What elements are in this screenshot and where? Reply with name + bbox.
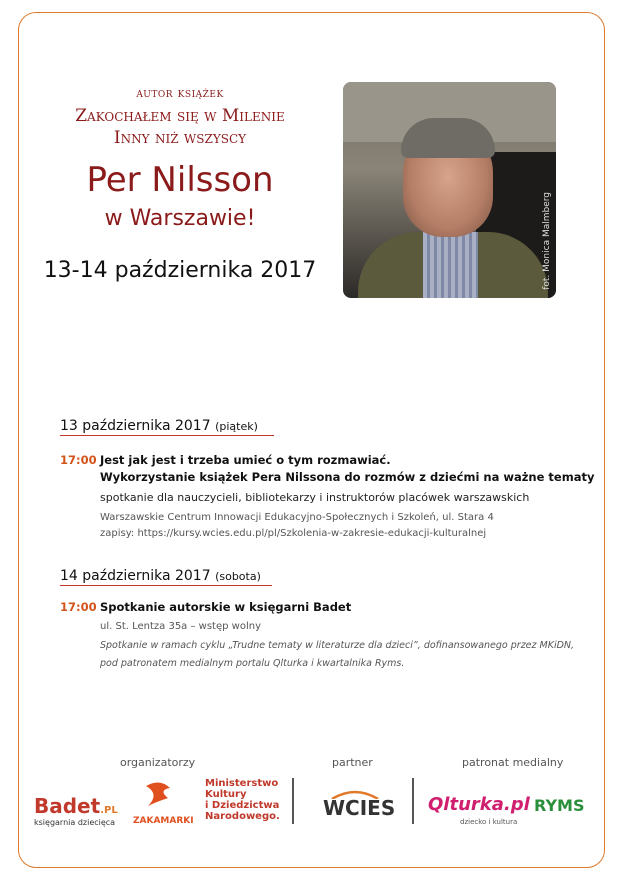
ministry-logo[interactable] [205,778,280,822]
day1-title-2: Wykorzystanie książek Pera Nilssona do rozmów z dziećmi na ważne tematy [100,470,595,484]
photo-credit: fot. Monica Malmberg [542,192,552,290]
day1-title-1: Jest jak jest i trzeba umieć o tym rozmawiać. [100,453,391,467]
day1-venue: Warszawskie Centrum Innowacji Edukacyjno-Społecznych i Szkoleń, ul. Stara 4 [100,512,494,523]
city-line: w Warszawie! [104,206,256,231]
book-title-1: Zakochałem się w Milenie [75,106,285,126]
day1-time: 17:00 [60,453,97,467]
event-dates: 13-14 października 2017 [43,258,317,283]
day2-date: 14 października 2017 [60,568,211,584]
day2-time: 17:00 [60,600,97,614]
author-photo [343,82,556,298]
ministry-line-3: i Dziedzictwa [205,800,280,811]
day2-note-1: Spotkanie w ramach cyklu „Trudne tematy w literaturze dla dzieci”, dofinansowanego przez MKiDN, [100,640,575,651]
ryms-logo[interactable]: RYMS [534,796,585,815]
badet-logo[interactable] [34,794,118,818]
qlturka-logo[interactable]: Qlturka.pl [428,794,530,815]
ministry-line-2: Kultury [205,789,247,800]
ministry-line-4: Narodowego. [205,811,280,822]
day1-audience: spotkanie dla nauczycieli, bibliotekarzy i instruktorów placówek warszawskich [100,491,530,504]
media-patron-label: patronat medialny [462,756,564,769]
day1-date: 13 października 2017 [60,418,211,434]
badet-logo-pl: .PL [100,805,118,816]
organizers-label: organizatorzy [120,756,196,769]
day1-heading [60,418,274,436]
qlturka-logo-subtitle: dziecko i kultura [460,818,518,826]
day2-note-2: pod patronatem medialnym portalu Qlturka i kwartalnika Ryms. [100,658,405,669]
ministry-line-1: Ministerstwo [205,778,279,789]
zakamarki-logo[interactable]: ZAKAMARKI [133,816,194,826]
book-title-2: Inny niż wszyscy [113,128,247,148]
day2-heading [60,568,272,586]
day1-weekday: (piątek) [215,420,258,433]
wcies-logo[interactable]: WCIES [323,796,396,820]
badet-logo-subtitle: księgarnia dziecięca [34,818,116,827]
day2-title: Spotkanie autorskie w księgarni Badet [100,600,352,614]
badet-logo-text: Badet [34,794,101,818]
author-name: Per Nilsson [86,160,274,200]
partner-label: partner [332,756,373,769]
day2-address: ul. St. Lentza 35a – wstęp wolny [100,621,261,632]
footer-divider-2 [412,778,414,824]
wcies-arc-icon [324,784,386,794]
day2-weekday: (sobota) [215,570,261,583]
zakamarki-emblem-icon [140,780,182,810]
author-of-books-label: autor książek [136,86,224,101]
footer-divider-1 [292,778,294,824]
day1-signup-link[interactable]: zapisy: https://kursy.wcies.edu.pl/pl/Szkolenia-w-zakresie-edukacji-kulturalnej [100,528,487,539]
